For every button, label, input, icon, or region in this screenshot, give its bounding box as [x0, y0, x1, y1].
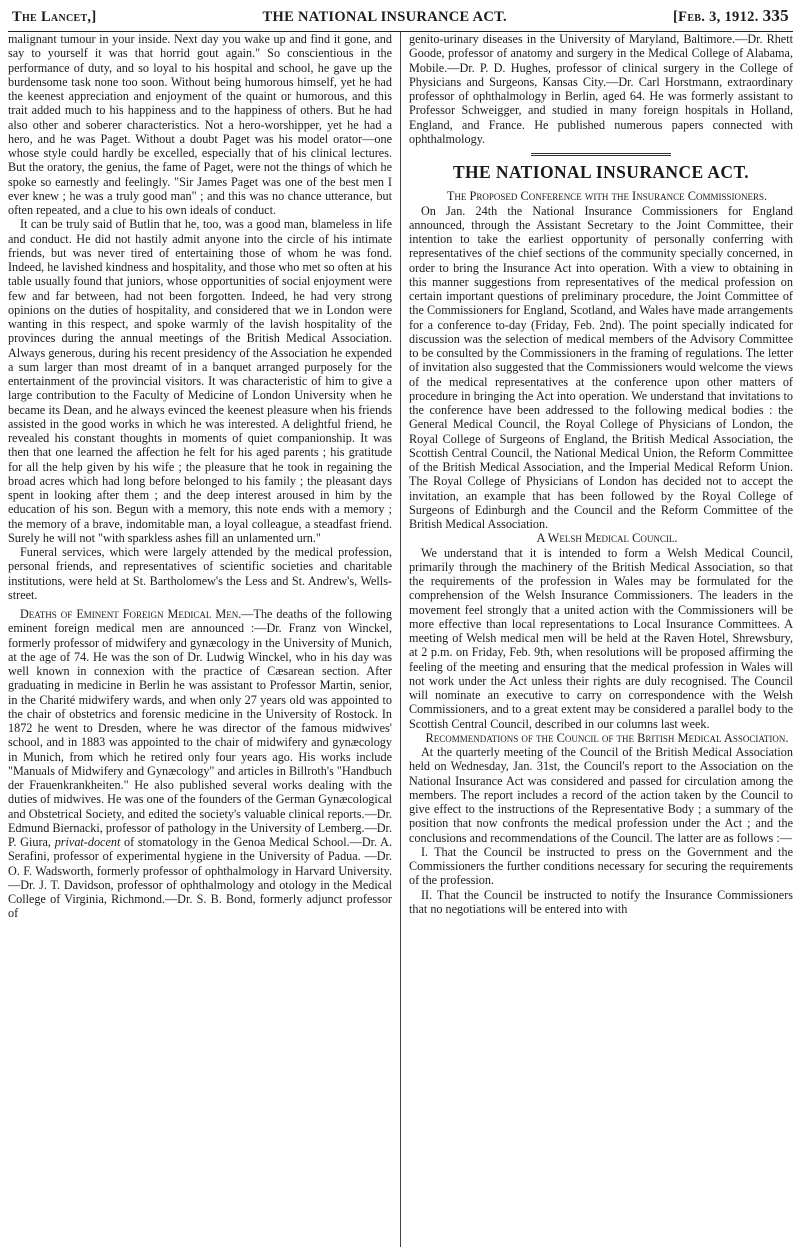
left-column — [8, 32, 400, 1247]
section-divider — [531, 153, 671, 156]
foreign-deaths-heading: Deaths of Eminent Foreign Medical Men. — [20, 607, 242, 621]
funeral-paragraph: Funeral services, which were largely attended by the medical profession, personal friends, and representatives of scientific societies and charitable institutions, were held at St. Bartholomew's the Less and St. Andrew's, Wells-street. — [8, 545, 392, 602]
conference-paragraph: On Jan. 24th the National Insurance Commissioners for England announced, through the Assistant Secretary to the Joint Committee, their intention to take the earliest opportunity of personally conferring with representatives of the chief sections of the community specially concerned, in order to bring the Insurance Act into operation. With a view to obtaining in this manner suggestions from representatives of the medical profession on certain important questions of preliminary procedure, the Joint Committee of the Commissioners for England, Scotland, and Wales have made arrangements for a conference to-day (Friday, Feb. 2nd). The point specially indicated for discussion was the selection of medical members of the Advisory Committee to be consulted by the Commissioners in the framing of regulations. The letter of invitation also suggested that the Commissioners would welcome the views of the medical representatives at the conference upon other matters of procedure in bringing the Act into operation. We understand that invitations to the conference have been addressed to the following medical bodies : the General Medical Council, the Royal College of Physicians of London, the Royal College of Surgeons of England, the British Medical Association, the Scottish Central Council, the National Medical Union, the Reform Committee of the British Medical Association, and the Imperial Medical Reform Union. The Royal College of Physicians of London has decided not to accept the invitation, an example that has been followed by the Royal College of Surgeons of Edinburgh and the Council and the Reform Committee of the British Medical Association. — [409, 203, 793, 531]
right-column — [400, 32, 793, 1247]
foreign-deaths-body-2: of stomatology in the Genoa Medical School.—Dr. A. Serafini, professor of experimental hygiene in the University of Padua. —Dr. O. F. Wadsworth, formerly professor of ophthalmology in Harvard University.—Dr. J. T. Davidson, professor of ophthalmology and otology in the Medical College of Virginia, Richmond.—Dr. S. B. Bond, formerly adjunct professor of — [8, 835, 392, 921]
recommendation-item-1: I. That the Council be instructed to press on the Government and the Commissioners the further conditions necessary for securing the requirements of the profession. — [409, 844, 793, 888]
welsh-council-paragraph: We understand that it is intended to form a Welsh Medical Council, primarily through the machinery of the British Medical Association, so that the requirements of the profession in Wales may be formulated for the comprehension of the Welsh Insurance Commissioners. The leaders in the movement feel strongly that a united action with the Commissioners will be more effective than local representations to Local Insurance Committees. A meeting of Welsh medical men will be held at the Raven Hotel, Shrewsbury, at 2 p.m. on Friday, Feb. 9th, when resolutions will be proposed affirming the feeling of the meeting and ensuring that the medical profession in Wales will not work under the Act unless their rights are duly recognised. The Council will nominate an executive to carry on correspondence with the Welsh Commissioners, and to a great extent may be considered a parallel body to the Scottish Central Council, described in our columns last week. — [409, 545, 793, 731]
obituary-continuation: genito-urinary diseases in the University of Maryland, Baltimore.—Dr. Rhett Goode, professor of anatomy and surgery in the Medical College of Alabama, Mobile.—Dr. P. D. Hughes, professor of clinical surgery in the College of Physicians and Surgeons, Kansas City.—Dr. Carl Horstmann, extraordinary professor of ophthalmology in Berlin, aged 64. He was formerly assistant to Professor Schweigger, and studied in many foreign hospitals in Holland, England, and France. He published numerous papers connected with ophthalmology. — [409, 32, 793, 146]
text-columns — [8, 32, 793, 1247]
foreign-deaths-paragraph — [8, 607, 392, 921]
subheading-welsh-council: A Welsh Medical Council. — [536, 531, 678, 546]
subheading-conference: The Proposed Conference with the Insurance Commissioners. — [446, 189, 768, 204]
journal-name: The Lancet,] — [12, 9, 97, 25]
foreign-deaths-body-1: —The deaths of the following eminent foreign medical men are announced :—Dr. Franz von Winckel, formerly professor of midwifery and gynæcology in the University of Munich, at the age of 74. He was the son of Dr. Ludwig Winckel, who in his day was well known in connexion with the practice of Cæsarean section. After graduating in medicine in Berlin he was assistant to Professor Martin, senior, in the Charité midwifery wards, and when only 27 years old was appointed to the chair of obstetrics and forensic medicine in the University of Rostock. In 1872 he went to Dresden, where he was director of the famous midwives' school, and in 1883 was appointed to the chair of midwifery and gynæcology in Munich, from which he retired only four years ago. His works include "Manuals of Midwifery and Gynæcology" and articles in Billroth's "Handbuch der Frauenkrankheiten." He also published several works dealing with the duties of midwives. He was one of the founders of the German Gynæcological and Obstetrical Society, and edited the society's valuable clinical reports.—Dr. Edmund Biernacki, professor of pathology in the University of Lemberg.—Dr. P. Giura, — [8, 607, 392, 849]
issue-date: [Feb. 3, 1912. — [673, 9, 759, 25]
obituary-paragraph-1: malignant tumour in your inside. Next day you wake up and find it gone, and say to yourself it was that horrid gout again." So conscientious in the performance of duty, and so loyal to his hospital and school, he gave up the burdensome task none too soon. Without being humorous himself, yet he had the keenest appreciation and enjoyment of the quaint or humorous, and this trait added much to his happiness and to the happiness of others. But he had also other and soberer characteristics. Not a hero-worshipper, yet he had a hero, and he was Paget. Without a doubt Paget was his model orator—one whose style could hardly be excelled, especially that of his clinical lectures. But the oratory, the genius, the fame of Paget, were not the things of which he spoke so earnestly and feelingly. "Sir James Paget was one of the best men I ever knew ; he was a truly good man" ; and this was no chance utterance, but often repeated, and a clue to his own ideals of conduct. — [8, 32, 392, 217]
running-head — [8, 6, 793, 32]
recommendation-item-2: II. That the Council be instructed to notify the Insurance Commissioners that no negotiations will be entered into with — [409, 887, 793, 916]
foreign-deaths-italic: privat-docent — [54, 835, 121, 849]
running-title: THE NATIONAL INSURANCE ACT. — [262, 9, 507, 25]
obituary-paragraph-2: It can be truly said of Butlin that he, too, was a good man, blameless in life and conduct. He did not hastily admit anyone into the circle of his intimate friends, but was never tired of entertaining those of whom he was fond. Indeed, he lavished kindness and hospitality, and those who met so often at his table usually found that juniors, whose opportunities of social enjoyment were few and far between, had not been forgotten. Indeed, he had very strong opinions on the duties of hospitality, and considered that we in London were wanting in this respect, and spoke warmly of the lavish hospitality of the provinces during the annual meetings of the British Medical Association. Always generous, during his recent presidency of the Association he expended a sum larger than most dreamt of in a banquet arranged purposely for the entertainment of the provincial visitors. It was characteristic of him to give a large contribution to the Faculty of Medicine of London University when he became its Dean, and he always evinced the keenest pleasure when his friends assisted in the good works in which he was interested. A delightful friend, he revealed his constant thoughts in moments of quiet companionship. It was then that one learned the affection he felt for his aged parents ; his gratitude for all the help given by his wife ; the pleasure that he took in regaining the broad acres which had long before belonged to his family ; the pleasant days spent in looking after them ; and the deep interest aroused in him by the education of his son. Begun with a memory, this note ends with a memory ; the memory of a brave, indomitable man, a loyal colleague, a steadfast friend. Surely he will not "with sparkless ashes fill an unlamented urn." — [8, 217, 392, 545]
subheading-recommendations: Recommendations of the Council of the British Medical Association. — [425, 730, 789, 745]
page-number: 335 — [762, 6, 789, 25]
section-title: THE NATIONAL INSURANCE ACT. — [452, 162, 750, 182]
recommendations-paragraph: At the quarterly meeting of the Council of the British Medical Association held on Wednesday, Jan. 31st, the Council's report to the Association on the National Insurance Act was considered and passed for circulation among the members. The report includes a record of the action taken by the Council to give effect to the instructions of the Representative Body ; a summary of the position that now confronts the medical profession under the Act ; and the conclusions and recommendations of the Council. The latter are as follows :— — [409, 745, 793, 845]
